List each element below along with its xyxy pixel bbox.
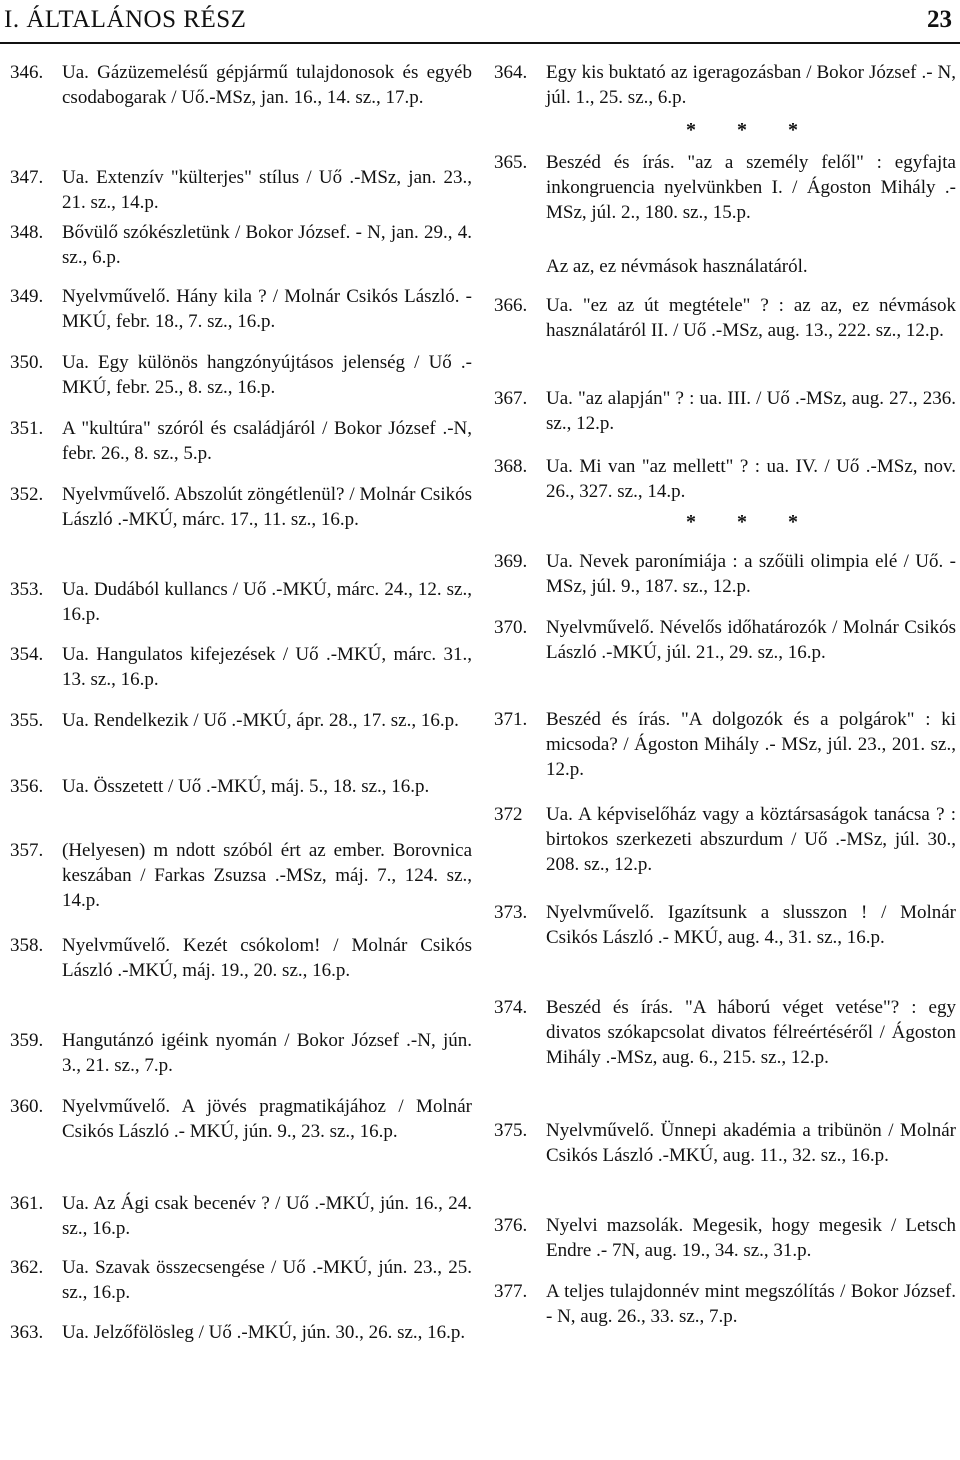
entry-369 <box>494 549 956 615</box>
entry-number: 350. <box>10 352 44 373</box>
entry-text: Hangutánzó igéink nyomán / Bokor József .-N, jún. 3., 21. sz., 7.p. <box>62 1030 472 1076</box>
entry-number: 359. <box>10 1030 44 1051</box>
entry-text: Ua. Jelzőfölösleg / Uő .-MKÚ, jún. 30., 26. sz., 16.p. <box>62 1322 466 1343</box>
entry-number: 365. <box>494 152 528 173</box>
entry-text: Nyelvművelő. Kezét csókolom! / Molnár Csikós László .-MKÚ, máj. 19., 20. sz., 16.p. <box>62 935 472 981</box>
entry-371 <box>494 707 956 802</box>
section-title: I. ÁLTALÁNOS RÉSZ <box>4 6 247 33</box>
entry-368 <box>494 454 956 509</box>
entry-text: Nyelvművelő. Hány kila ? / Molnár Csikós László. - MKÚ, febr. 18., 7. sz., 16.p. <box>62 286 472 332</box>
entry-353 <box>10 577 472 642</box>
entry-number: 370. <box>494 617 528 638</box>
entry-number: 346. <box>10 62 44 83</box>
entry-text: Nyelvművelő. Ünnepi akadémia a tribünön / Molnár Csikós László .-MKÚ, aug. 11., 32. sz., 16.p. <box>546 1120 956 1166</box>
entry-note: Az az, ez névmások használatáról. <box>546 256 808 277</box>
page-header <box>0 0 960 40</box>
entry-number: 355. <box>10 710 44 731</box>
entry-text: (Helyesen) m ndott szóból ért az ember. Borovnica keszában / Farkas Zsuzsa .-MSz, máj. 7., 124. sz., 14.p. <box>62 840 472 911</box>
entry-number: 363. <box>10 1322 44 1343</box>
entry-361 <box>10 1191 472 1255</box>
entry-346 <box>10 60 472 165</box>
entry-352 <box>10 482 472 577</box>
entry-text: Ua. Gázüzemelésű gépjármű tulajdonosok és egyéb csodabogarak / Uő.-MSz, jan. 16., 14. sz., 17.p. <box>62 62 472 108</box>
entry-text: Ua. Szavak összecsengése / Uő .-MKÚ, jún. 23., 25. sz., 16.p. <box>62 1257 472 1303</box>
entry-350 <box>10 350 472 416</box>
entry-366 <box>494 293 956 386</box>
entry-number: 374. <box>494 997 528 1018</box>
entry-360 <box>10 1094 472 1191</box>
entry-number: 349. <box>10 286 44 307</box>
entry-365 <box>494 150 956 254</box>
entry-number: 373. <box>494 902 528 923</box>
entry-text: Ua. Extenzív "külterjes" stílus / Uő .-MSz, jan. 23., 21. sz., 14.p. <box>62 167 472 213</box>
entry-number: 354. <box>10 644 44 665</box>
entry-text: A teljes tulajdonnév mint megszólítás / Bokor József. - N, aug. 26., 33. sz., 7.p. <box>546 1281 956 1327</box>
entry-text: Beszéd és írás. "A dolgozók és a polgárok" : ki micsoda? / Ágoston Mihály .- MSz, júl. 23., 201. sz., 12.p. <box>546 709 956 780</box>
entry-text: Ua. "ez az út megtétele" ? : az az, ez névmások használatáról II. / Uő .-MSz, aug. 13., 222. sz., 12.p. <box>546 295 956 341</box>
entry-349 <box>10 284 472 350</box>
header-rule <box>0 42 960 44</box>
entry-358 <box>10 933 472 1028</box>
entry-377 <box>494 1279 956 1334</box>
entry-354 <box>10 642 472 708</box>
entry-number: 367. <box>494 388 528 409</box>
entry-text: Nyelvművelő. Abszolút zöngétlenül? / Molnár Csikós László .-MKÚ, márc. 17., 11. sz., 16.p. <box>62 484 472 530</box>
entry-number: 348. <box>10 222 44 243</box>
entry-356 <box>10 774 472 838</box>
entry-text: Nyelvi mazsolák. Megesik, hogy megesik / Letsch Endre .- 7N, aug. 19., 34. sz., 31.p. <box>546 1215 956 1261</box>
entry-text: Nyelvművelő. Igazítsunk a slusszon ! / Molnár Csikós László .- MKÚ, aug. 4., 31. sz., 16.p. <box>546 902 956 948</box>
entry-number: 351. <box>10 418 44 439</box>
entry-number: 362. <box>10 1257 44 1278</box>
entry-number: 358. <box>10 935 44 956</box>
entry-text: Nyelvművelő. Névelős időhatározók / Molnár Csikós László .-MKÚ, júl. 21., 29. sz., 16.p. <box>546 617 956 663</box>
entry-376 <box>494 1213 956 1279</box>
entry-number: 377. <box>494 1281 528 1302</box>
entry-374 <box>494 995 956 1118</box>
entry-text: Bővülő szókészletünk / Bokor József. - N, jan. 29., 4. sz., 6.p. <box>62 222 472 268</box>
entry-number: 357. <box>10 840 44 861</box>
entry-number: 353. <box>10 579 44 600</box>
entry-359 <box>10 1028 472 1094</box>
entry-text: Ua. "az alapján" ? : ua. III. / Uő .-MSz, aug. 27., 236. sz., 12.p. <box>546 388 956 434</box>
entry-number: 360. <box>10 1096 44 1117</box>
entry-number: 369. <box>494 551 528 572</box>
entry-number: 366. <box>494 295 528 316</box>
entry-number: 368. <box>494 456 528 477</box>
entry-363 <box>10 1320 472 1375</box>
entry-362 <box>10 1255 472 1320</box>
entry-375 <box>494 1118 956 1213</box>
entry-text: Beszéd és írás. "A háború véget vetése"? : egy divatos szókapcsolat divatos félreértéséről / Ágoston Mihály .-MSz, aug. 6., 215. sz., 12.p. <box>546 997 956 1068</box>
entry-number: 372 <box>494 804 523 825</box>
entry-text: Ua. Hangulatos kifejezések / Uő .-MKÚ, márc. 31., 13. sz., 16.p. <box>62 644 472 690</box>
entry-number: 361. <box>10 1193 44 1214</box>
entry-text: Ua. Mi van "az mellett" ? : ua. IV. / Uő .-MSz, nov. 26., 327. sz., 14.p. <box>546 456 956 502</box>
entry-348 <box>10 220 472 284</box>
page-number: 23 <box>927 6 952 33</box>
entry-number: 376. <box>494 1215 528 1236</box>
entry-text: Ua. A képviselőház vagy a köztársaságok tanácsa ? : birtokos szerkezeti abszurdum / Uő .-MSz, júl. 30., 208. sz., 12.p. <box>546 804 956 875</box>
entry-text: Egy kis buktató az igeragozásban / Bokor József .- N, júl. 1., 25. sz., 6.p. <box>546 62 956 108</box>
entry-number: 352. <box>10 484 44 505</box>
entry-text: A "kultúra" szóról és családjáról / Bokor József .-N, febr. 26., 8. sz., 5.p. <box>62 418 472 464</box>
entry-351 <box>10 416 472 482</box>
entry-text: Nyelvművelő. A jövés pragmatikájához / Molnár Csikós László .- MKÚ, jún. 9., 23. sz., 16.p. <box>62 1096 472 1142</box>
entry-number: 371. <box>494 709 528 730</box>
entry-372 <box>494 802 956 900</box>
entry-text: Ua. Egy különös hangzónyújtásos jelenség / Uő .-MKÚ, febr. 25., 8. sz., 16.p. <box>62 352 472 398</box>
entry-370 <box>494 615 956 707</box>
entry-373 <box>494 900 956 995</box>
entry-number: 364. <box>494 62 528 83</box>
entry-355 <box>10 708 472 774</box>
entry-number: 375. <box>494 1120 528 1141</box>
entry-text: Ua. Dudából kullancs / Uő .-MKÚ, márc. 24., 12. sz., 16.p. <box>62 579 472 625</box>
left-column <box>10 60 472 1375</box>
entry-number: 356. <box>10 776 44 797</box>
right-column <box>494 60 956 1334</box>
section-separator: * * * <box>686 119 816 141</box>
entry-text: Beszéd és írás. "az a személy felől" : egyfajta inkongruencia nyelvünkben I. / Ágoston Mihály .- MSz, júl. 2., 180. sz., 15.p. <box>546 152 956 223</box>
entry-number: 347. <box>10 167 44 188</box>
entry-347 <box>10 165 472 220</box>
entry-text: Ua. Összetett / Uő .-MKÚ, máj. 5., 18. sz., 16.p. <box>62 776 430 797</box>
entry-364 <box>494 60 956 117</box>
entry-text: Ua. Az Ági csak becenév ? / Uő .-MKÚ, jún. 16., 24. sz., 16.p. <box>62 1193 472 1239</box>
entry-text: Ua. Nevek paronímiája : a szőüli olimpia elé / Uő. - MSz, júl. 9., 187. sz., 12.p. <box>546 551 956 597</box>
entry-357 <box>10 838 472 933</box>
section-separator: * * * <box>686 511 816 533</box>
entry-text: Ua. Rendelkezik / Uő .-MKÚ, ápr. 28., 17. sz., 16.p. <box>62 710 459 731</box>
entry-367 <box>494 386 956 454</box>
